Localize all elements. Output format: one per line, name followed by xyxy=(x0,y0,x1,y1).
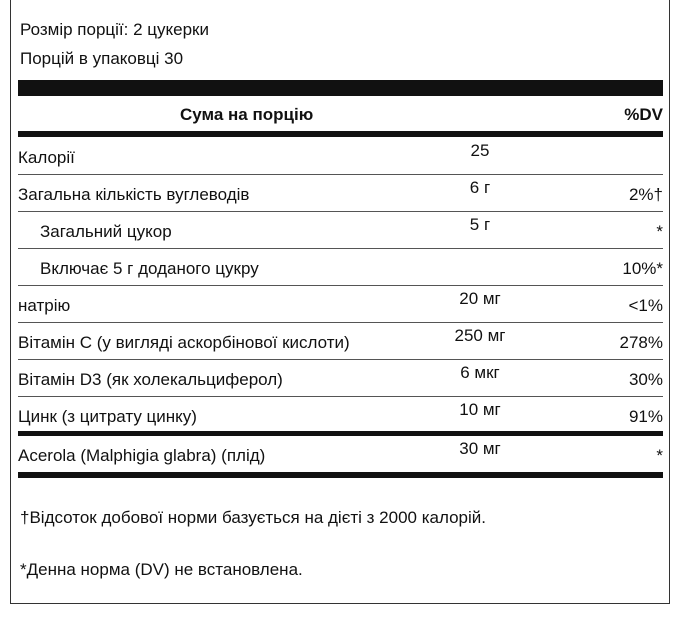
nutrient-name: Вітамін C (у вигляді аскорбінової кислоти) xyxy=(18,333,350,352)
nutrient-row-vitamin-d3 xyxy=(18,359,663,396)
nutrient-row-total-sugar xyxy=(18,211,663,248)
nutrient-dv: 91% xyxy=(628,407,663,426)
thick-divider-top xyxy=(18,80,663,96)
nutrient-row-sodium xyxy=(18,285,663,322)
nutrient-name: натрію xyxy=(18,296,71,315)
serving-size: Розмір порції: 2 цукерки xyxy=(20,20,209,39)
nutrient-name: Acerola (Malphigia glabra) (плід) xyxy=(18,446,266,465)
nutrient-name: Цинк (з цитрату цинку) xyxy=(18,407,197,426)
nutrient-dv: 2%† xyxy=(628,185,663,204)
nutrient-amount: 30 мг xyxy=(459,439,501,458)
nutrient-dv: * xyxy=(656,446,663,465)
nutrient-dv: 278% xyxy=(619,333,663,352)
amount-per-serving-header: Сума на порцію xyxy=(180,105,314,124)
nutrient-amount: 20 мг xyxy=(459,289,501,308)
nutrient-amount: 5 г xyxy=(469,215,491,234)
nutrient-amount: 6 мкг xyxy=(460,363,500,382)
thick-divider-bottom xyxy=(18,472,663,478)
nutrient-dv: 10%* xyxy=(622,259,663,278)
nutrient-row-vitamin-c xyxy=(18,322,663,359)
nutrient-name: Включає 5 г доданого цукру xyxy=(40,259,259,278)
nutrient-row-calories xyxy=(18,137,663,174)
nutrient-dv: * xyxy=(656,222,663,241)
footnote-daily-value-basis: †Відсоток добової норми базується на дієті з 2000 калорій. xyxy=(20,508,487,527)
nutrient-amount: 6 г xyxy=(469,178,491,197)
nutrient-dv: 30% xyxy=(628,370,663,389)
servings-per-container: Порцій в упаковці 30 xyxy=(20,49,184,68)
nutrient-row-carbohydrates xyxy=(18,174,663,211)
nutrient-row-acerola xyxy=(18,435,663,472)
nutrient-name: Калорії xyxy=(18,148,75,167)
nutrient-amount: 25 xyxy=(470,141,490,160)
nutrient-amount: 250 мг xyxy=(454,326,506,345)
nutrient-name: Загальна кількість вуглеводів xyxy=(18,185,250,204)
footnote-dv-not-established: *Денна норма (DV) не встановлена. xyxy=(20,560,303,579)
nutrient-row-added-sugar xyxy=(18,248,663,285)
nutrient-amount: 10 мг xyxy=(459,400,501,419)
nutrient-row-zinc xyxy=(18,396,663,433)
daily-value-header: %DV xyxy=(624,105,663,124)
nutrient-name: Вітамін D3 (як холекальциферол) xyxy=(18,370,283,389)
nutrient-dv: <1% xyxy=(628,296,663,315)
nutrient-name: Загальний цукор xyxy=(40,222,172,241)
